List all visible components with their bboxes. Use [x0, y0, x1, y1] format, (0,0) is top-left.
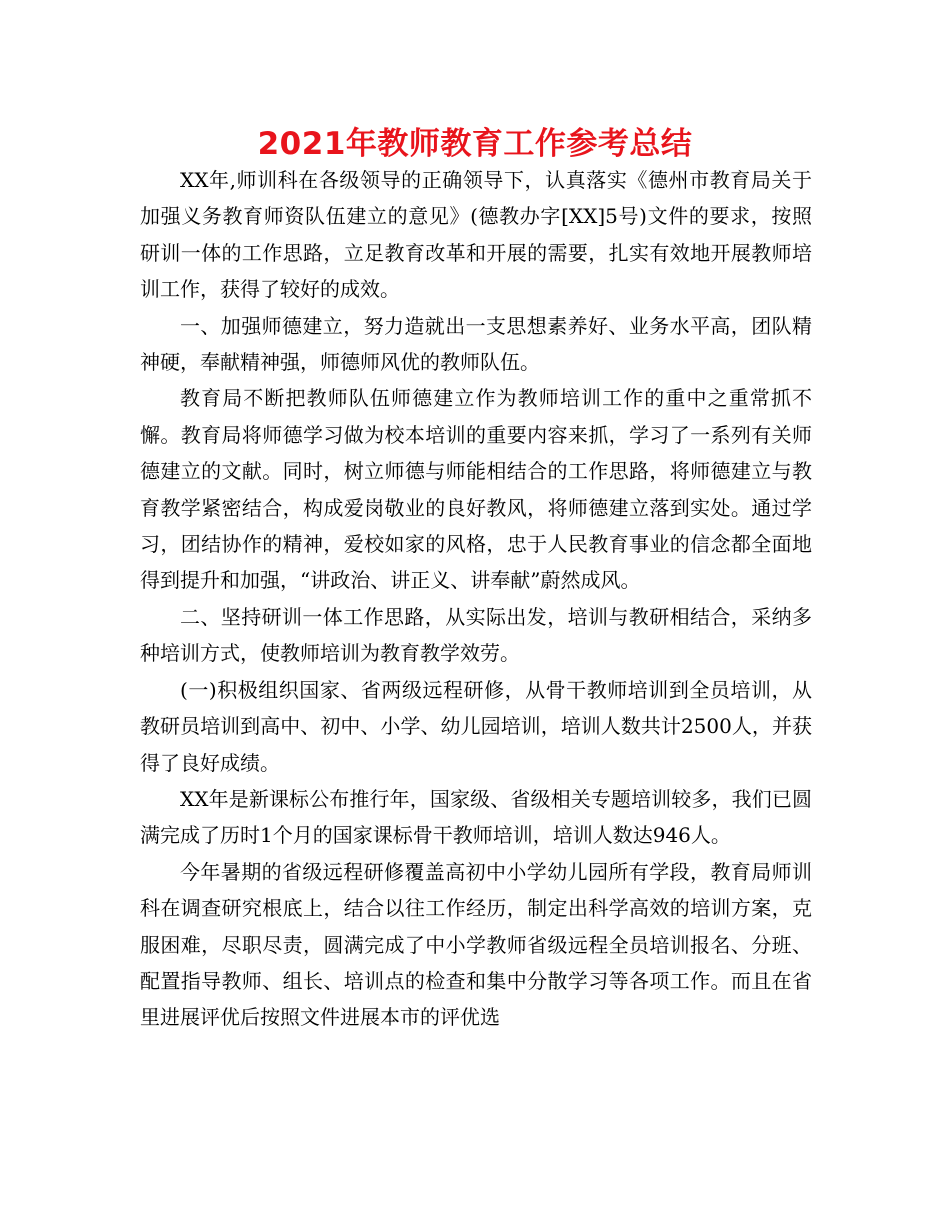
- paragraph: 二、坚持研训一体工作思路，从实际出发，培训与教研相结合，采纳多种培训方式，使教师培训为教育教学效劳。: [140, 604, 812, 666]
- paragraph: XX年,师训科在各级领导的正确领导下，认真落实《德州市教育局关于加强义务教育师资队伍建立的意见》(德教办字[XX]5号)文件的要求，按照研训一体的工作思路，立足教育改革和开展的需要，扎实有效地开展教师培训工作，获得了较好的成效。: [140, 168, 812, 302]
- paragraph: 教育局不断把教师队伍师德建立作为教师培训工作的重中之重常抓不懈。教育局将师德学习做为校本培训的重要内容来抓，学习了一系列有关师德建立的文献。同时，树立师德与师能相结合的工作思路，将师德建立与教育教学紧密结合，构成爱岗敬业的良好教风，将师德建立落到实处。通过学习，团结协作的精神，爱校如家的风格，忠于人民教育事业的信念都全面地得到提升和加强，“讲政治、讲正义、讲奉献”蔚然成风。: [140, 386, 812, 593]
- paragraph: (一)积极组织国家、省两级远程研修，从骨干教师培训到全员培训，从教研员培训到高中、初中、小学、幼儿园培训，培训人数共计2500人，并获得了良好成绩。: [140, 677, 812, 775]
- document-title: 2021年教师教育工作参考总结: [257, 126, 693, 162]
- paragraph: XX年是新课标公布推行年，国家级、省级相关专题培训较多，我们已圆满完成了历时1个月的国家课标骨干教师培训，培训人数达946人。: [140, 786, 812, 848]
- paragraph: 今年暑期的省级远程研修覆盖高初中小学幼儿园所有学段，教育局师训科在调查研究根底上，结合以往工作经历，制定出科学高效的培训方案，克服困难，尽职尽责，圆满完成了中小学教师省级远程全员培训报名、分班、配置指导教师、组长、培训点的检查和集中分散学习等各项工作。而且在省里进展评优后按照文件进展本市的评优选: [140, 859, 812, 1030]
- paragraph: 一、加强师德建立，努力造就出一支思想素养好、业务水平高，团队精神硬，奉献精神强，师德师风优的教师队伍。: [140, 313, 812, 375]
- document-body: [140, 162, 812, 1036]
